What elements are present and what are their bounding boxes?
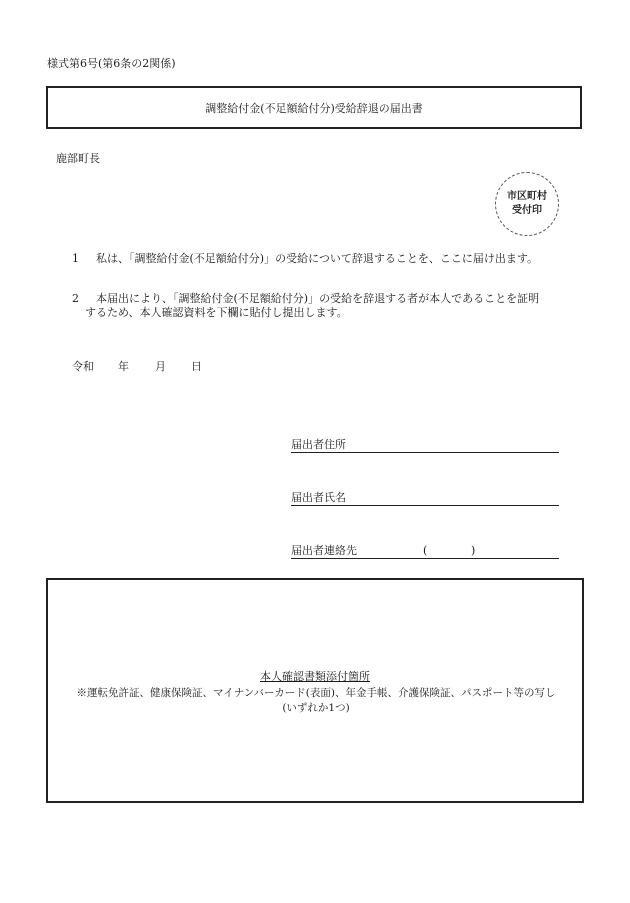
date-row bbox=[72, 358, 202, 374]
stamp-line-1: 市区町村 bbox=[507, 191, 547, 202]
attachment-title bbox=[48, 668, 582, 684]
applicant-name-field[interactable] bbox=[291, 491, 559, 506]
contact-paren-open: ( bbox=[423, 544, 428, 557]
reception-stamp-circle bbox=[495, 172, 559, 236]
date-year: 年 bbox=[118, 360, 129, 373]
attachment-note bbox=[54, 686, 578, 716]
applicant-contact-label: 届出者連絡先 bbox=[291, 544, 357, 557]
applicant-address-label: 届出者住所 bbox=[291, 438, 346, 451]
statement-2-number: 2 bbox=[72, 292, 79, 305]
document-title-box bbox=[46, 86, 582, 129]
attachment-title-text: 本人確認書類添付箇所 bbox=[260, 670, 370, 683]
statement-1 bbox=[72, 252, 538, 266]
date-day: 日 bbox=[191, 360, 202, 373]
addressee: 鹿部町長 bbox=[56, 152, 100, 165]
stamp-line-2: 受付印 bbox=[512, 205, 542, 216]
form-number: 様式第6号(第6条の2関係) bbox=[47, 57, 176, 70]
applicant-contact-field[interactable] bbox=[291, 544, 559, 559]
attachment-note-line-2: (いずれか1つ) bbox=[282, 702, 350, 714]
applicant-address-field[interactable] bbox=[291, 438, 559, 453]
date-month: 月 bbox=[155, 360, 166, 373]
statement-1-number: 1 bbox=[72, 252, 79, 265]
statement-2 bbox=[72, 292, 584, 320]
statement-2-line-2: するため、本人確認資料を下欄に貼付し提出します。 bbox=[85, 306, 348, 319]
applicant-name-label: 届出者氏名 bbox=[291, 491, 346, 504]
contact-paren-close: ) bbox=[471, 544, 476, 557]
date-era: 令和 bbox=[72, 360, 94, 373]
document-title: 調整給付金(不足額給付分)受給辞退の届出書 bbox=[205, 101, 423, 115]
statement-2-line-1: 本届出により、「調整給付金(不足額給付分)」の受給を辞退する者が本人であることを証明 bbox=[96, 292, 540, 305]
statement-1-text: 私は、「調整給付金(不足額給付分)」の受給について辞退することを、ここに届け出ます。 bbox=[96, 252, 538, 265]
attachment-note-line-1: ※運転免許証、健康保険証、マイナンバーカード(表面)、年金手帳、介護保険証、パスポート等の写し bbox=[76, 687, 556, 699]
id-document-attachment-box bbox=[46, 578, 584, 803]
